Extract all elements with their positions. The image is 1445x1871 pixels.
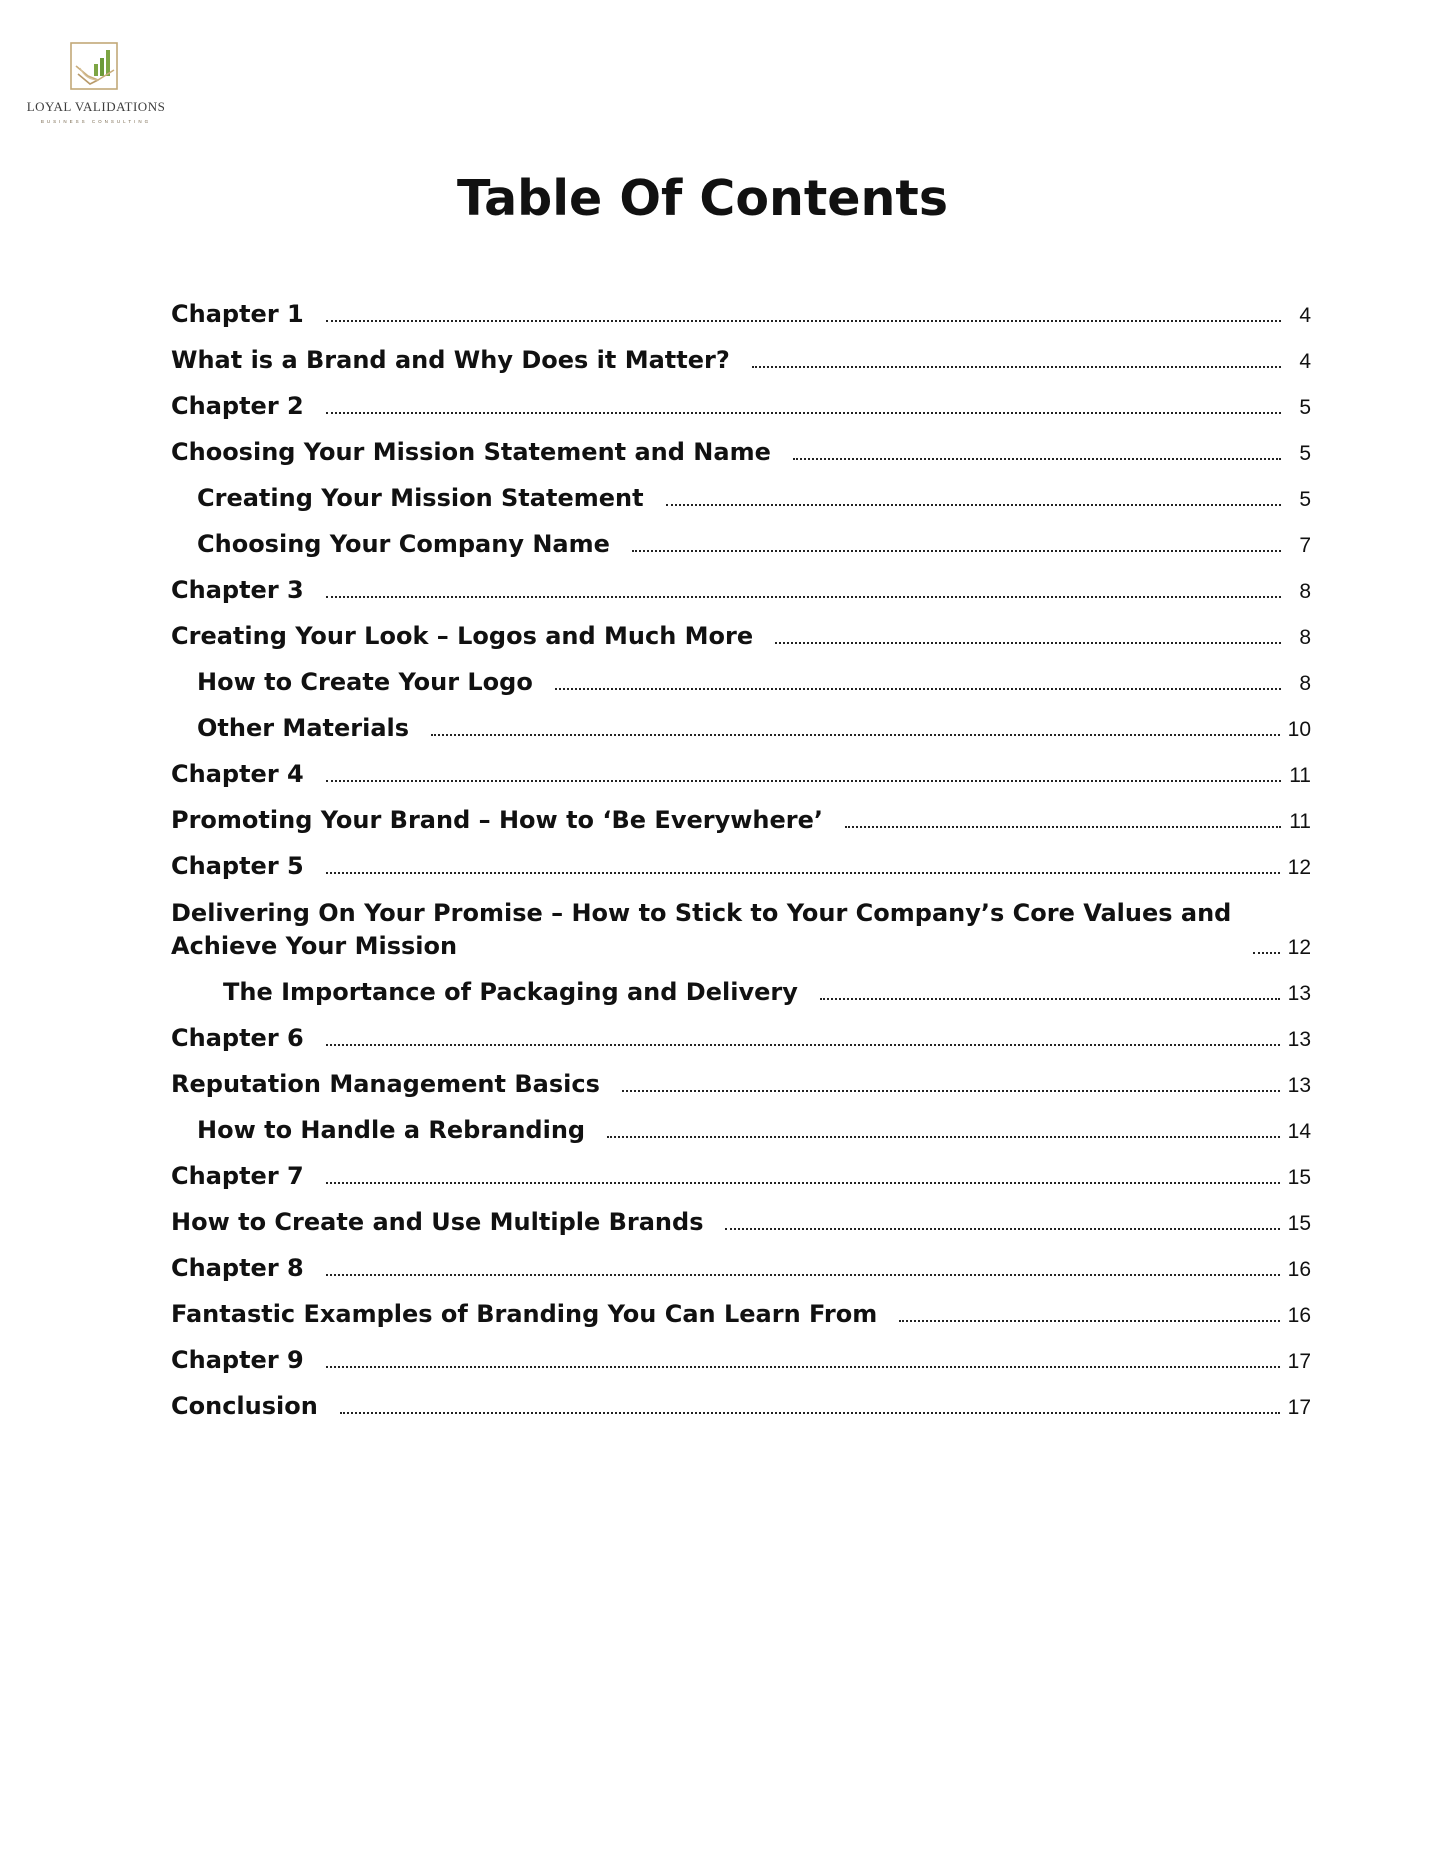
- toc-entry-label: Chapter 5: [171, 852, 304, 880]
- dot-leader: [326, 1044, 1280, 1046]
- toc-entry-reputation-management[interactable]: [171, 1055, 1311, 1101]
- table-of-contents: [171, 285, 1311, 1423]
- toc-entry-creating-your-look[interactable]: [171, 607, 1311, 653]
- dot-leader: [752, 366, 1281, 368]
- toc-entry-page: 5: [1299, 442, 1311, 465]
- toc-entry-choosing-company-name[interactable]: [171, 515, 1311, 561]
- toc-entry-conclusion[interactable]: [171, 1377, 1311, 1423]
- dot-leader: [820, 998, 1280, 1000]
- toc-entry-page: 8: [1299, 626, 1311, 649]
- toc-entry-mission-statement-and-name[interactable]: [171, 423, 1311, 469]
- toc-entry-promoting-your-brand[interactable]: [171, 791, 1311, 837]
- dot-leader: [326, 1274, 1280, 1276]
- page-title: Table Of Contents: [456, 170, 948, 227]
- dot-leader: [326, 412, 1281, 414]
- toc-entry-create-your-logo[interactable]: [171, 653, 1311, 699]
- toc-entry-page: 12: [1287, 936, 1311, 959]
- dot-leader: [326, 1366, 1280, 1368]
- toc-entry-other-materials[interactable]: [171, 699, 1311, 745]
- toc-entry-page: 11: [1289, 810, 1311, 833]
- toc-entry-page: 7: [1299, 534, 1311, 557]
- toc-entry-page: 4: [1299, 304, 1311, 327]
- toc-entry-multiple-brands[interactable]: [171, 1193, 1311, 1239]
- dot-leader: [1253, 952, 1279, 954]
- toc-entry-page: 4: [1299, 350, 1311, 373]
- dot-leader: [899, 1320, 1279, 1322]
- dot-leader: [607, 1136, 1280, 1138]
- toc-entry-page: 16: [1287, 1304, 1311, 1327]
- dot-leader: [775, 642, 1281, 644]
- toc-entry-page: 16: [1287, 1258, 1311, 1281]
- toc-entry-label: Creating Your Mission Statement: [197, 484, 644, 512]
- toc-entry-label: Chapter 6: [171, 1024, 304, 1052]
- toc-entry-page: 13: [1287, 982, 1311, 1005]
- toc-entry-what-is-a-brand[interactable]: [171, 331, 1311, 377]
- dot-leader: [555, 688, 1281, 690]
- toc-entry-packaging-and-delivery[interactable]: [171, 963, 1311, 1009]
- logo-emblem-icon: [68, 40, 124, 96]
- toc-entry-label: Chapter 1: [171, 300, 304, 328]
- dot-leader: [725, 1228, 1279, 1230]
- toc-entry-page: 13: [1287, 1028, 1311, 1051]
- toc-entry-page: 12: [1287, 856, 1311, 879]
- dot-leader: [326, 320, 1281, 322]
- toc-entry-label: Fantastic Examples of Branding You Can Learn From: [171, 1300, 878, 1328]
- dot-leader: [326, 780, 1281, 782]
- dot-leader: [431, 734, 1280, 736]
- toc-entry-page: 8: [1299, 580, 1311, 603]
- toc-entry-chapter-6[interactable]: [171, 1009, 1311, 1055]
- toc-entry-label: Chapter 9: [171, 1346, 304, 1374]
- toc-entry-label: Delivering On Your Promise – How to Stick to Your Company’s Core Values and Achieve Your Mission: [171, 899, 1232, 960]
- toc-entry-label: The Importance of Packaging and Delivery: [223, 978, 798, 1006]
- toc-entry-label: Chapter 2: [171, 392, 304, 420]
- dot-leader: [793, 458, 1281, 460]
- toc-entry-page: 17: [1287, 1350, 1311, 1373]
- toc-entry-label: How to Create Your Logo: [197, 668, 533, 696]
- logo-wordmark: LOYAL VALIDATIONS: [26, 99, 166, 114]
- toc-entry-label: Choosing Your Company Name: [197, 530, 610, 558]
- toc-entry-chapter-1[interactable]: [171, 285, 1311, 331]
- dot-leader: [632, 550, 1281, 552]
- toc-entry-branding-examples[interactable]: [171, 1285, 1311, 1331]
- dot-leader: [326, 872, 1280, 874]
- toc-entry-handle-a-rebranding[interactable]: [171, 1101, 1311, 1147]
- toc-entry-chapter-7[interactable]: [171, 1147, 1311, 1193]
- toc-entry-label: How to Handle a Rebranding: [197, 1116, 586, 1144]
- toc-entry-page: 15: [1287, 1212, 1311, 1235]
- toc-entry-label: Conclusion: [171, 1392, 318, 1420]
- logo-tagline: BUSINESS CONSULTING: [40, 119, 152, 124]
- toc-entry-chapter-8[interactable]: [171, 1239, 1311, 1285]
- dot-leader: [666, 504, 1281, 506]
- toc-entry-label: Chapter 3: [171, 576, 304, 604]
- toc-entry-page: 14: [1287, 1120, 1311, 1143]
- toc-entry-page: 13: [1287, 1074, 1311, 1097]
- dot-leader: [845, 826, 1281, 828]
- toc-entry-chapter-9[interactable]: [171, 1331, 1311, 1377]
- toc-entry-label: How to Create and Use Multiple Brands: [171, 1208, 704, 1236]
- toc-entry-label: Choosing Your Mission Statement and Name: [171, 438, 771, 466]
- toc-entry-label: Other Materials: [197, 714, 410, 742]
- toc-entry-creating-mission-statement[interactable]: [171, 469, 1311, 515]
- dot-leader: [622, 1090, 1280, 1092]
- toc-entry-page: 17: [1287, 1396, 1311, 1419]
- dot-leader: [326, 596, 1281, 598]
- toc-entry-page: 10: [1287, 718, 1311, 741]
- toc-entry-delivering-on-your-promise[interactable]: [171, 883, 1311, 963]
- toc-entry-page: 11: [1289, 764, 1311, 787]
- dot-leader: [340, 1412, 1280, 1414]
- toc-entry-chapter-3[interactable]: [171, 561, 1311, 607]
- dot-leader: [326, 1182, 1280, 1184]
- toc-entry-page: 5: [1299, 488, 1311, 511]
- toc-entry-label: Chapter 4: [171, 760, 304, 788]
- toc-entry-page: 5: [1299, 396, 1311, 419]
- toc-entry-label: Promoting Your Brand – How to ‘Be Everywhere’: [171, 806, 823, 834]
- toc-entry-label: What is a Brand and Why Does it Matter?: [171, 346, 730, 374]
- toc-entry-chapter-5[interactable]: [171, 837, 1311, 883]
- company-logo: [18, 40, 174, 134]
- toc-entry-label: Reputation Management Basics: [171, 1070, 600, 1098]
- toc-entry-label: Chapter 8: [171, 1254, 304, 1282]
- toc-entry-page: 15: [1287, 1166, 1311, 1189]
- toc-entry-chapter-2[interactable]: [171, 377, 1311, 423]
- toc-entry-label: Chapter 7: [171, 1162, 304, 1190]
- toc-entry-page: 8: [1299, 672, 1311, 695]
- toc-entry-chapter-4[interactable]: [171, 745, 1311, 791]
- toc-entry-label: Creating Your Look – Logos and Much More: [171, 622, 754, 650]
